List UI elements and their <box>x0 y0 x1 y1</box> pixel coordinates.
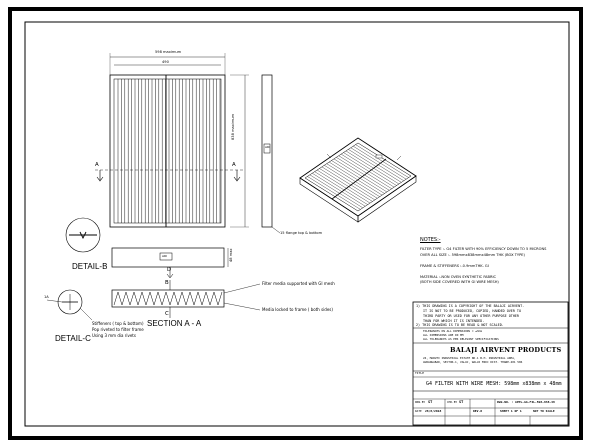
detail-c-dim: 1A <box>44 295 49 299</box>
stiffeners-note-2: Pop riveted to filter frame <box>92 327 144 332</box>
view-ref-c: C <box>165 311 169 317</box>
stiffeners-note-3: Using 3 mm dia rivets <box>92 333 136 338</box>
date-value: 28/8/2018 <box>425 409 442 413</box>
front-tag: ARI <box>265 145 271 149</box>
note-item: OVER ALL SIZE :- 598mmx838mmx48mm THK (BOX TYPE) <box>420 253 525 257</box>
tolerance-line: TOLERANCES ON ALL DIMENSIONS = ±3mm <box>423 329 482 333</box>
overall-height-dim: 838 maximum <box>231 113 235 140</box>
scale: NOT TO SCALE <box>533 409 555 413</box>
note-item: FRAME & STIFFENERS :-0.9mmTHK. GI <box>420 264 489 268</box>
note-item: MATERIAL :-NON OVEN SYNTHETIC FABRIC <box>420 275 497 279</box>
title-label: TITLE <box>415 371 425 375</box>
address-line: AURANGABAD, SECTOR-1, VALUJ, WALUJ MIDC DIST. THANE-401 506 <box>423 360 523 364</box>
date-label: DATE <box>415 409 422 413</box>
stiffeners-note-1: Stiffeners ( top & bottom) <box>92 321 144 326</box>
disclaimer-line: THAN FOR WHICH IT IS INTENDED. <box>423 319 485 323</box>
section-ref-a-right: A <box>232 162 236 168</box>
depth-dim: 48 max <box>229 248 233 262</box>
address-line: 24, MARUTI INDUSTRIAL ESTATE NO.1 B.H. INDUSTRIAL AREA, <box>423 356 516 360</box>
checked-by-label: CHK.BY <box>447 400 458 404</box>
drawn-by-label: DRN.BY <box>415 400 426 404</box>
note-item: FILTER TYPE :- G4 FILTER WITH 90% EFFICIENCY DOWN TO 5 MICRONS <box>420 247 547 251</box>
section-ref-a-left: A <box>95 162 99 168</box>
notes-heading: NOTES:- <box>420 237 441 243</box>
drawing-number: DWG.NO. : APPL-GA-FIL-598-838-48 <box>497 400 555 404</box>
disclaimer-line: 1) THIS DRAWING IS A COPYRIGHT OF THE BALAJI AIRVENT. <box>416 304 525 308</box>
drawing-title: G4 FILTER WITH WIRE MESH: 598mm x838mm x 48mm <box>426 381 562 387</box>
detail-c-label: DETAIL-C <box>55 334 91 343</box>
view-ref-b: B <box>165 280 169 286</box>
disclaimer-line: IT IS NOT TO BE PRODUCED, COPIED, HANDED OVER TO <box>423 309 521 313</box>
inner-width-dim: 490 <box>162 60 169 64</box>
tolerance-line: ALL DIMENSIONS ARE IN MM <box>423 333 464 337</box>
overall-width-dim: 598 maximum <box>155 50 182 54</box>
tolerance-line: ALL TOLERANCES AS PER RELEVANT SPECIFICATIONS <box>423 337 499 341</box>
sheet-number: SHEET 1 OF 1 <box>500 409 522 413</box>
note-item: (BOTH SIDE COVERED WITH GI WIRE MESH) <box>420 280 499 284</box>
revision: REV.0 <box>473 409 483 413</box>
disclaimer-line: THIRD PARTY OR USED FOR ANY OTHER PURPOSE OTHER <box>423 314 519 318</box>
drawn-by-value: ST <box>428 400 433 404</box>
filter-media-note: Filter media supported with GI mesh <box>262 281 335 286</box>
checked-by-value: ST <box>459 400 464 404</box>
detail-b-label: DETAIL-B <box>72 262 108 271</box>
view-ref-d: D <box>167 267 172 273</box>
top-tag: ARI <box>162 254 168 258</box>
media-locked-note: Media locked to frame ( both sides) <box>262 307 333 312</box>
section-label: SECTION A - A <box>147 319 202 328</box>
flange-note: 15 flange top & bottom <box>280 231 323 235</box>
disclaimer-line: 2) THIS DRAWING IS TO BE READ & NOT SCALED. <box>416 323 504 327</box>
company-name: BALAJI AIRVENT PRODUCTS <box>450 346 562 354</box>
